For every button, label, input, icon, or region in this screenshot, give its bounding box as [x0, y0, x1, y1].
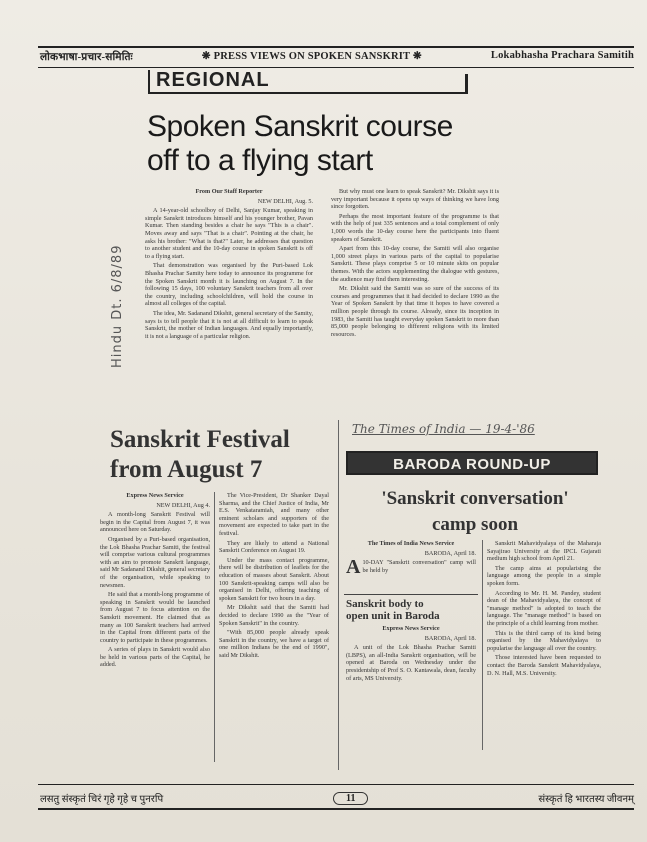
article3-para: The camp aims at popularising the language among the people in a simple spoken form.: [487, 564, 601, 587]
article3-para: Those interested have been requested to contact the Baroda Sanskrit Mahavidyalaya, D. N. Hall, M.S. University.: [487, 654, 601, 677]
headline-sanskrit-festival: [110, 425, 330, 485]
article2-column-rule: [214, 492, 215, 762]
article3-right-column: [487, 540, 601, 750]
headline-sanskrit-conversation: [346, 486, 604, 538]
section-label-text: REGIONAL: [156, 69, 270, 91]
article1-right-column: [331, 188, 499, 410]
headline-line-1: Spoken Sanskrit course: [147, 110, 453, 143]
masthead-right: Lokabhasha Prachara Samitih: [490, 50, 634, 61]
handwritten-source-note-2: The Times of India — 19-4-'86: [352, 422, 535, 436]
masthead-bottom-rule: [38, 67, 634, 68]
footer-left-motto: लसतु संस्कृतं चिरं गृहे गृहे च पुनरपि: [40, 794, 164, 805]
article3-para: This is the third camp of its kind being organised by the Mahavidyalaya to popularise the language all over the country.: [487, 629, 601, 652]
article1-para: But why must one learn to speak Sanskrit? Mr. Dikshit says it is very important because it opens up ways of thinking we have long since forgotten.: [331, 188, 499, 211]
headline-spoken-sanskrit: [147, 110, 499, 178]
masthead-left: लोकभाषा-प्रचार-समितिः: [40, 52, 133, 63]
masthead-center: ❋ PRESS VIEWS ON SPOKEN SANSKRIT ❋: [201, 51, 422, 62]
article2-para: "With 85,000 people already speak Sanskrit in the country, we have a target of one million Indians be the end of 1990", said Mr Dikshit.: [219, 629, 329, 659]
article2-para: He said that a month-long programme of speaking in Sanskrit would be launched from August 7 to focus attention on the Sanskrit movement. He claimed that as many as 100 Sanskrit teachers had arrived in the Capital from different parts of the country to participate in these programmes.: [100, 591, 210, 644]
article2-para: A month-long Sanskrit Festival will begin in the Capital from August 7, it was announced here on Saturday.: [100, 511, 210, 534]
footer: [40, 790, 634, 806]
sub-headline-line-2: open unit in Baroda: [346, 610, 440, 622]
article1-para: Apart from this 10-day course, the Samiti will also organise 1,000 street plays in various parts of the capital to popularise Sanskrit. These plays comprise 5 or 10 minute skits on popular themes. With the actors supplementing the dialogue with gestures, the audience may find them interesting.: [331, 245, 499, 283]
headline-line-2: from August 7: [110, 456, 263, 483]
sub-article-para: A unit of the Lok Bhasha Prachar Samiti (LBPS), an all-India Sanskrit organisation, will be opened at Baroda on Wednesday under the presidentship of Prof S. O. Kantawala, dean, faculty of arts, MS University.: [346, 644, 476, 682]
sub-headline-line-1: Sanskrit body to: [346, 598, 424, 610]
article1-para: The idea, Mr. Sadanand Dikshit, general secretary of the Samity, says is to tell people that it is not at all difficult to learn to speak Sanskrit, the mother of Indian languages. And equally importantly, it is not a language of a particular religion.: [145, 309, 313, 340]
page-number: 11: [333, 792, 368, 805]
article2-para: The Vice-President, Dr Shanker Dayal Sharma, and the Chief Justice of India, Mr E.S. Venkataramiah, and many other eminent scholars and supporters of the movement are expected to take part in the festival.: [219, 492, 329, 537]
article2-para: Under the mass contact programme, there will be distribution of leaflets for the education of masses about Sanskrit. About 100 Sanskrit-speaking camps will also be organised in Delhi, offering teaching of spoken Sanskrit for two hours in a day.: [219, 556, 329, 602]
sub-article-text: [346, 625, 476, 682]
article2-para: A series of plays in Sanskrit would also be held in various parts of the Capital, he added.: [100, 646, 210, 669]
handwritten-source-note: Hindu Dt. 6/8/89: [110, 244, 125, 368]
footer-top-rule: [38, 784, 634, 785]
sub-headline: [346, 598, 476, 622]
headline-line-2: off to a flying start: [147, 144, 373, 177]
article3-byline: The Times of India News Service: [367, 540, 455, 547]
sub-article-baroda-unit: [346, 598, 476, 748]
section-label-regional: [148, 70, 468, 94]
article2-para: They are likely to attend a National Sanskrit Conference on August 19.: [219, 539, 329, 555]
sub-article-byline: Express News Service: [382, 625, 440, 632]
article1-byline: From Our Staff Reporter: [195, 188, 263, 195]
masthead-center-text: PRESS VIEWS ON SPOKEN SANSKRIT: [213, 51, 411, 62]
article2-byline: Express News Service: [126, 492, 184, 499]
article1-dateline: NEW DELHI, Aug. 5.: [257, 197, 313, 205]
article2-para: Organised by a Puri-based organisation, the Lok Bhasha Prachar Samiti, the festival will comprise various cultural programmes with an aim to promote Sanskrit language, said Mr Sadanand Dikshit, general secretary of the organisation, while speaking to newsmen.: [100, 535, 210, 589]
article3-left-column: [346, 540, 476, 590]
article1-left-column: [145, 188, 313, 410]
sub-article-top-rule: [344, 594, 478, 595]
sub-article-dateline: BARODA, April 18.: [424, 634, 476, 642]
article3-dropcap: A: [346, 556, 361, 579]
headline-line-1: 'Sanskrit conversation': [381, 488, 569, 509]
article3-para: Sanskrit Mahavidyalaya of the Maharaja Sayajirao University at the IPCL Gujarati medium high school from April 21.: [487, 540, 601, 563]
clipping-spoken-sanskrit-course: [143, 70, 501, 412]
footer-bottom-rule: [38, 808, 634, 810]
headline-line-1: Sanskrit Festival: [110, 426, 290, 453]
article1-para: That demonstration was organised by the Puri-based Lok Bhasha Prachar Samity here today to announce its programme for the Spoken Sanskrit month it is launching on August 7. In the following 15 days, 100 voluntary Sanskrit teachers from all over the country, including schoolchildren, will hold the course in almost all colleges of the capital.: [145, 262, 313, 308]
article2-right-column: [219, 492, 329, 764]
article1-para: A 14-year-old schoolboy of Delhi, Sanjay Kumar, speaking in simple Sanskrit introduces himself and his younger brother, Pavan Kumar. Then standing besides a chair he says "This is a chair". Moves away and says "That is a chair". Pointing at the chair, he asks his brother: "What is that?" Later, he addresses that question to another student and the 10-day course in spoken Sanskrit is off to a flying start.: [145, 207, 313, 260]
article1-para: Perhaps the most important feature of the programme is that with the help of just 335 sentences and a total complement of only 1,000 words the 10-day course here the participants into fluent speakers of Sanskrit.: [331, 212, 499, 243]
article3-column-rule: [482, 540, 483, 750]
article3-para: 10-DAY "Sanskrit conversation" camp will be held by: [362, 559, 476, 574]
footer-right-motto: संस्कृतं हि भारतस्य जीवनम्: [538, 794, 634, 805]
article3-dateline: BARODA, April 18.: [424, 549, 476, 557]
masthead-top-rule: [38, 46, 634, 48]
article3-para: According to Mr. H. M. Pandey, student dean of the Mahavidyalaya, the concept of "manage method" is adopted to teach the language. The "manage method" is based on the principle of a child learning from mother.: [487, 589, 601, 627]
article2-dateline: NEW DELHI, Aug 4.: [156, 501, 210, 509]
section-label-bar: [465, 74, 468, 94]
article1-para: Mr. Dikshit said the Samiti was so sure of the success of its courses and programmes that it had decided to declare 1990 as the Year of Spoken Sanskrit by that time it hopes to have covered a million people through its course. Already, since its inception in 1983, the Samiti has taught everyday spoken Sanskrit to more than 85,000 people belonging to different religions with its limited resources.: [331, 285, 499, 338]
section-label-baroda-roundup: BARODA ROUND-UP: [346, 451, 598, 475]
article2-para: Mr Dikshit said that the Samiti had decided to declare 1990 as the "Year of Spoken Sanskrit" in the country.: [219, 604, 329, 627]
clipping-divider: [338, 420, 339, 770]
article2-left-column: [100, 492, 210, 764]
headline-line-2: camp soon: [431, 514, 519, 535]
masthead: [40, 50, 634, 66]
